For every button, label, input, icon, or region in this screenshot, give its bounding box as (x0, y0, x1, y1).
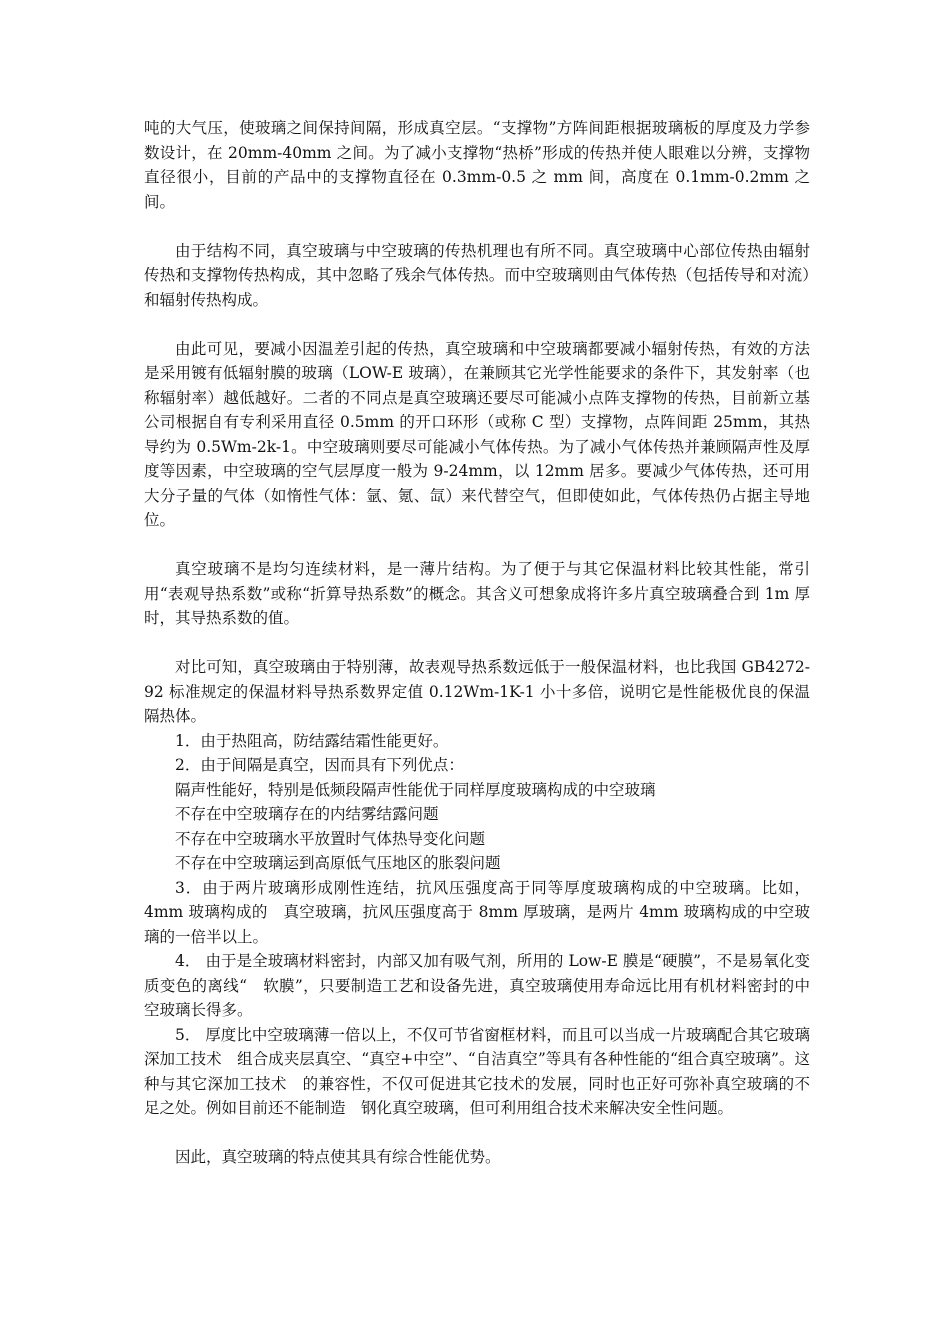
list-item-2: 2．由于间隔是真空，因而具有下列优点： (175, 756, 464, 774)
sub-item-high-altitude: 不存在中空玻璃运到高原低气压地区的胀裂问题 (175, 854, 501, 872)
sub-item-horizontal-placement: 不存在中空玻璃水平放置时气体热导变化问题 (175, 829, 486, 848)
paragraph-gap (144, 1121, 810, 1146)
paragraph-gap (144, 631, 810, 656)
document-body (144, 116, 810, 1170)
list-item-1: 1．由于热阻高，防结露结霜性能更好。 (175, 731, 449, 750)
sub-item-sound-insulation: 隔声性能好，特别是低频段隔声性能优于同样厚度玻璃构成的中空玻璃 (175, 780, 656, 799)
paragraph-radiation-reduction: 由此可见，要减小因温差引起的传热，真空玻璃和中空玻璃都要减小辐射传热，有效的方法是采用镀有低辐射膜的玻璃（LOW-E 玻璃），在兼顾其它光学性能要求的条件下，其发射率（也称辐射率）越低越好。二者的不同点是真空玻璃还要尽可能减小点阵支撑物的传热，目前新立基公司根据自有专利采用直径 0.5mm 的开口环形（或称 C 型）支撑物，点阵间距 25mm，其热导约为 0.5Wm-2k-1。中空玻璃则要尽可能减小气体传热。为了减小气体传热并兼顾隔声性及厚度等因素，中空玻璃的空气层厚度一般为 9-24mm，以 12mm 居多。要减少气体传热，还可用大分子量的气体（如惰性气体：氩、氪、氙）来代替空气，但即使如此，气体传热仍占据主导地位。 (144, 339, 810, 529)
paragraph-gap (144, 312, 810, 337)
paragraph-comparison: 对比可知，真空玻璃由于特别薄，故表观导热系数远低于一般保温材料，也比我国 GB4272-92 标准规定的保温材料导热系数界定值 0.12Wm-1K-1 小十多倍，说明它是性能极优良的保温隔热体。 (144, 658, 810, 725)
paragraph-heat-transfer-mechanism: 由于结构不同，真空玻璃与中空玻璃的传热机理也有所不同。真空玻璃中心部位传热由辐射传热和支撑物传热构成，其中忽略了残余气体传热。而中空玻璃则由气体传热（包括传导和对流）和辐射传热构成。 (144, 241, 810, 309)
paragraph-gap (144, 533, 810, 558)
sub-item-no-fogging: 不存在中空玻璃存在的内结雾结露问题 (175, 805, 439, 823)
list-item-5: 5． 厚度比中空玻璃薄一倍以上，不仅可节省窗框材料，而且可以当成一片玻璃配合其它玻璃深加工技术 组合成夹层真空、“真空+中空”、“自洁真空”等具有各种性能的“组合真空玻璃”。这种与其它深加工技术 的兼容性，不仅可促进其它技术的发展，同时也正好可弥补真空玻璃的不足之处。例如目前还不能制造 钢化真空玻璃，但可利用组合技术来解决安全性问题。 (144, 1025, 810, 1117)
paragraph-conclusion: 因此，真空玻璃的特点使其具有综合性能优势。 (175, 1148, 501, 1166)
paragraph-gap (144, 214, 810, 239)
list-item-4: 4． 由于是全玻璃材料密封，内部又加有吸气剂，所用的 Low-E 膜是“硬膜”，不是易氧化变质变色的离线“ 软膜”，只要制造工艺和设备先进，真空玻璃使用寿命远比用有机材料密封的中空玻璃长得多。 (144, 952, 810, 1019)
paragraph-support-structure: 吨的大气压，使玻璃之间保持间隔，形成真空层。“支撑物”方阵间距根据玻璃板的厚度及力学参数设计，在 20mm-40mm 之间。为了减小支撑物“热桥”形成的传热并使人眼难以分辨，支撑物直径很小，目前的产品中的支撑物直径在 0.3mm-0.5 之 mm 间，高度在 0.1mm-0.2mm 之间。 (144, 119, 810, 211)
paragraph-apparent-conductivity: 真空玻璃不是均匀连续材料，是一薄片结构。为了便于与其它保温材料比较其性能，常引用“表观导热系数”或称“折算导热系数”的概念。其含义可想象成将许多片真空玻璃叠合到 1m 厚时，其导热系数的值。 (144, 560, 810, 627)
list-item-3: 3．由于两片玻璃形成刚性连结，抗风压强度高于同等厚度玻璃构成的中空玻璃。比如，4mm 玻璃构成的 真空玻璃，抗风压强度高于 8mm 厚玻璃，是两片 4mm 玻璃构成的中空玻璃的一倍半以上。 (144, 878, 810, 946)
